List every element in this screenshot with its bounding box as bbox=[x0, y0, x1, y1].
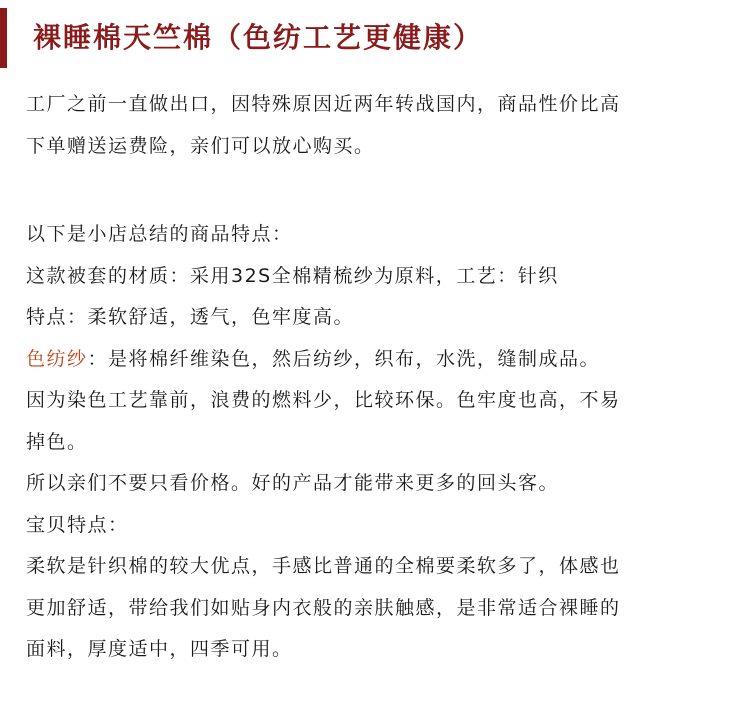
dyed-yarn-term: 色纺纱 bbox=[26, 347, 88, 370]
dyed-yarn-line bbox=[26, 339, 736, 381]
title-bar bbox=[0, 0, 750, 75]
material-line: 这款被套的材质：采用32S全棉精梳纱为原料，工艺：针织 bbox=[26, 264, 559, 287]
price-line: 所以亲们不要只看价格。好的产品才能带来更多的回头客。 bbox=[26, 472, 560, 494]
text-line: 下单赠送运费险，亲们可以放心购买。 bbox=[26, 134, 375, 157]
softness-line-3: 面料，厚度适中，四季可用。 bbox=[26, 638, 293, 660]
features-line: 特点：柔软舒适，透气，色牢度高。 bbox=[26, 306, 355, 328]
softness-line-2: 更加舒适，带给我们如贴身内衣般的亲肤触感，是非常适合裸睡的 bbox=[26, 596, 621, 619]
eco-line: 因为染色工艺靠前，浪费的燃料少，比较环保。色牢度也高，不易 bbox=[26, 389, 621, 411]
title-accent-bar bbox=[0, 8, 7, 68]
softness-line: 柔软是针织棉的较大优点，手感比普通的全棉要柔软多了，体感也 bbox=[26, 555, 621, 577]
paragraph-spacer bbox=[26, 167, 736, 214]
text-line: 工厂之前一直做出口，因特殊原因近两年转战国内，商品性价比高 bbox=[26, 93, 621, 115]
description-body bbox=[26, 84, 736, 671]
page-title: 裸睡棉天竺棉（色纺工艺更健康） bbox=[33, 21, 484, 54]
features-intro: 以下是小店总结的商品特点： bbox=[26, 223, 293, 245]
eco-line-continued: 掉色。 bbox=[26, 430, 88, 453]
baby-features-heading: 宝贝特点： bbox=[26, 513, 129, 536]
dyed-yarn-description: ：是将棉纤维染色，然后纺纱，织布，水洗，缝制成品。 bbox=[87, 347, 601, 370]
